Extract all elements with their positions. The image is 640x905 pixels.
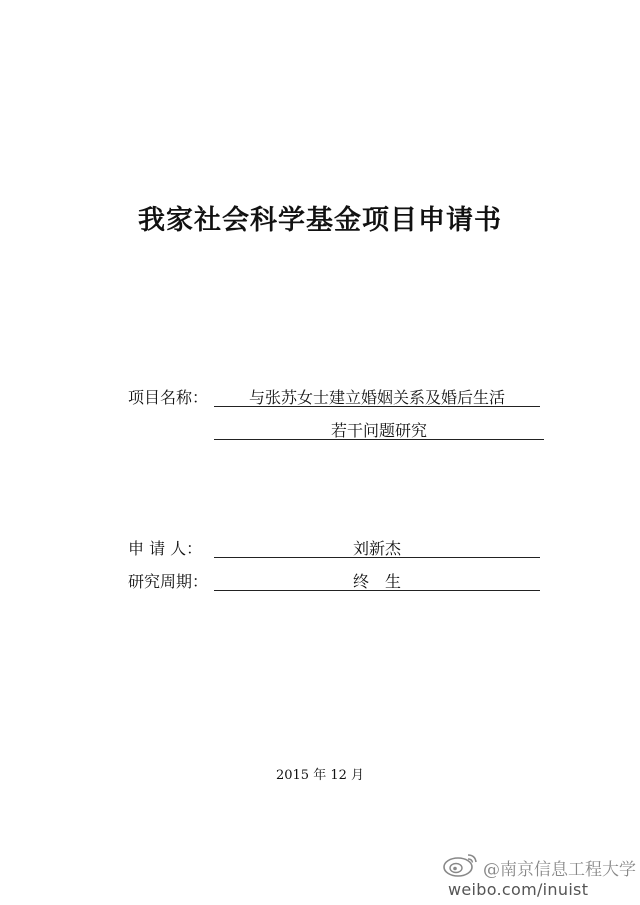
research-period-label: 研究周期：	[128, 572, 209, 591]
document-title: 我家社会科学基金项目申请书	[138, 205, 502, 236]
research-period-row	[128, 569, 548, 591]
project-name-row-2	[128, 418, 548, 440]
project-name-label: 项目名称：	[128, 388, 209, 407]
document-date: 2015 年 12 月	[275, 768, 365, 783]
project-name-row	[128, 385, 548, 407]
project-name-line-1: 与张苏女士建立婚姻关系及婚后生活	[214, 385, 540, 407]
watermark-url: weibo.com/inuist	[448, 880, 589, 899]
applicant-row	[128, 536, 548, 558]
research-period-value: 终 生	[214, 569, 540, 591]
applicant-label: 申 请 人：	[128, 539, 203, 558]
applicant-value: 刘新杰	[214, 536, 540, 558]
project-name-line-2: 若干问题研究	[214, 418, 544, 440]
watermark-account: @南京信息工程大学	[483, 860, 636, 880]
weibo-logo-icon	[441, 851, 481, 877]
